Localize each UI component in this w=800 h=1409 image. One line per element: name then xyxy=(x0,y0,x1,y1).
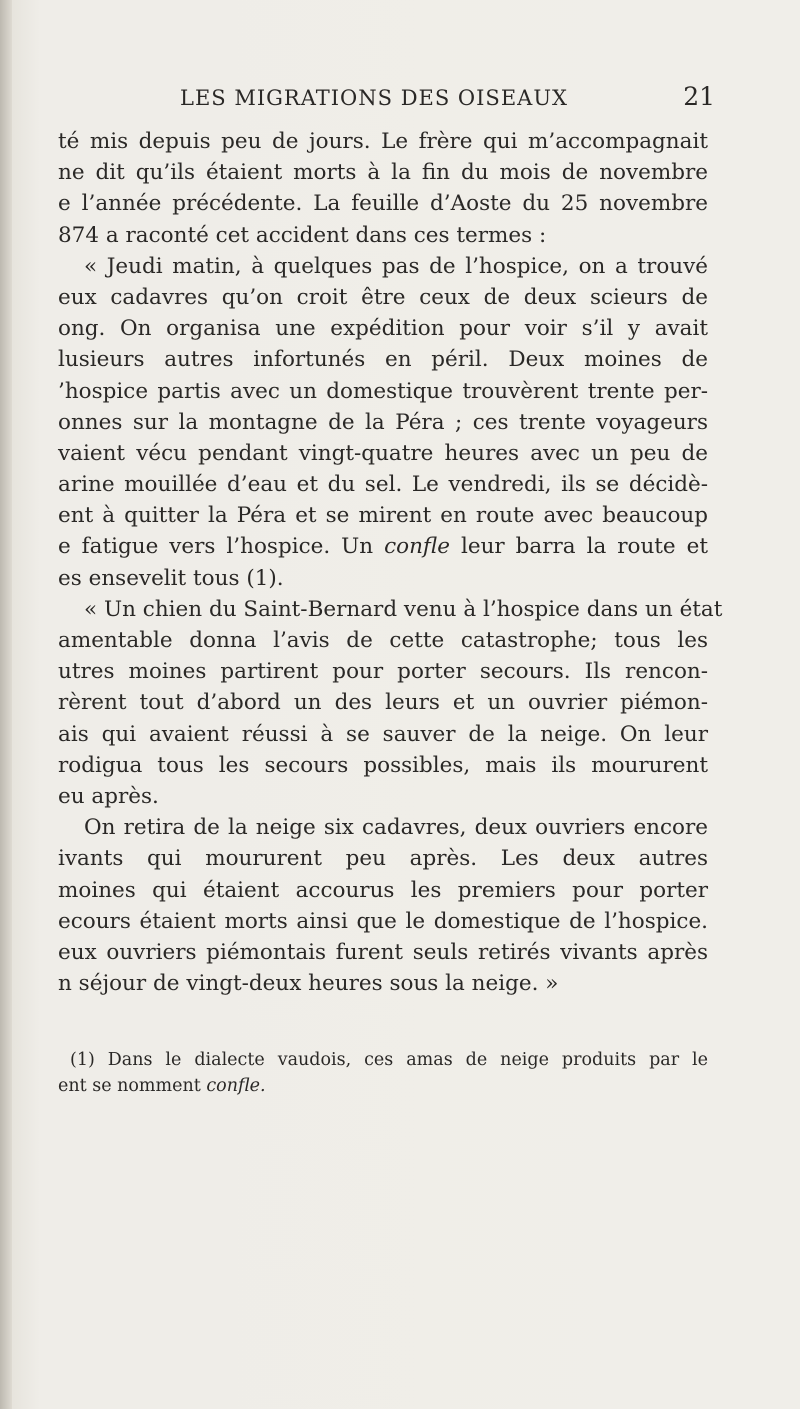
text-line: « Un chien du Saint-Bernard venu à l’hospice dans un état xyxy=(84,596,723,622)
text-line: ivants qui moururent peu après. Les deux autres xyxy=(58,846,708,872)
page-header xyxy=(180,82,715,116)
footnote-line xyxy=(58,1073,708,1099)
text-line-with-italic xyxy=(58,531,708,562)
footnote xyxy=(58,1047,708,1099)
footnote-line: (1) Dans le dialecte vaudois, ces amas de neige produits par le xyxy=(70,1050,708,1070)
text-line: té mis depuis peu de jours. Le frère qui m’accompagnait xyxy=(58,129,708,154)
text-line: eux ouvriers piémontais furent seuls retirés vivants après xyxy=(58,939,708,965)
italic-term: conﬂe xyxy=(384,534,450,560)
text-line: e l’année précédente. La feuille d’Aoste du 25 novembre xyxy=(58,191,708,217)
footnote-text: ent se nomment xyxy=(58,1076,201,1096)
footnote-italic-term: conﬂe. xyxy=(206,1076,266,1096)
text-segment: e fatigue vers l’hospice. Un xyxy=(58,534,374,560)
text-line: utres moines partirent pour porter secours. Ils rencon- xyxy=(58,659,708,685)
text-line: arine mouillée d’eau et du sel. Le vendredi, ils se décidè- xyxy=(58,472,708,498)
text-line: lusieurs autres infortunés en péril. Deux moines de xyxy=(58,347,708,373)
running-title: LES MIGRATIONS DES OISEAUX xyxy=(180,86,568,110)
text-line: es ensevelit tous (1). xyxy=(58,565,284,591)
page-binding-shadow xyxy=(0,0,12,1409)
text-line: eu après. xyxy=(58,783,159,809)
text-line: ne dit qu’ils étaient morts à la fin du mois de novembre xyxy=(58,160,708,186)
text-line: On retira de la neige six cadavres, deux ouvriers encore xyxy=(84,815,708,841)
text-line: amentable donna l’avis de cette catastrophe; tous les xyxy=(58,628,708,653)
text-line: onnes sur la montagne de la Péra ; ces trente voyageurs xyxy=(58,409,708,435)
text-line: ong. On organisa une expédition pour voir s’il y avait xyxy=(58,316,708,342)
text-line: ecours étaient morts ainsi que le domestique de l’hospice. xyxy=(58,908,708,934)
text-segment: leur barra la route et xyxy=(460,534,708,560)
text-line: eux cadavres qu’on croit être ceux de deux scieurs de xyxy=(58,284,708,310)
text-line: ent à quitter la Péra et se mirent en route avec beaucoup xyxy=(58,503,708,529)
text-line: moines qui étaient accourus les premiers pour porter xyxy=(58,877,708,903)
text-line: 874 a raconté cet accident dans ces termes : xyxy=(58,222,547,248)
text-line: rodigua tous les secours possibles, mais ils moururent xyxy=(58,752,708,778)
text-line: rèrent tout d’abord un des leurs et un ouvrier piémon- xyxy=(58,690,708,716)
text-line: ’hospice partis avec un domestique trouvèrent trente per- xyxy=(58,378,708,404)
body-text xyxy=(58,126,723,999)
text-line: « Jeudi matin, à quelques pas de l’hospice, on a trouvé xyxy=(84,253,708,279)
text-line: ais qui avaient réussi à se sauver de la neige. On leur xyxy=(58,721,708,747)
text-line: n séjour de vingt-deux heures sous la neige. » xyxy=(58,971,559,997)
page-number: 21 xyxy=(683,82,715,111)
text-line: vaient vécu pendant vingt-quatre heures avec un peu de xyxy=(58,440,708,466)
